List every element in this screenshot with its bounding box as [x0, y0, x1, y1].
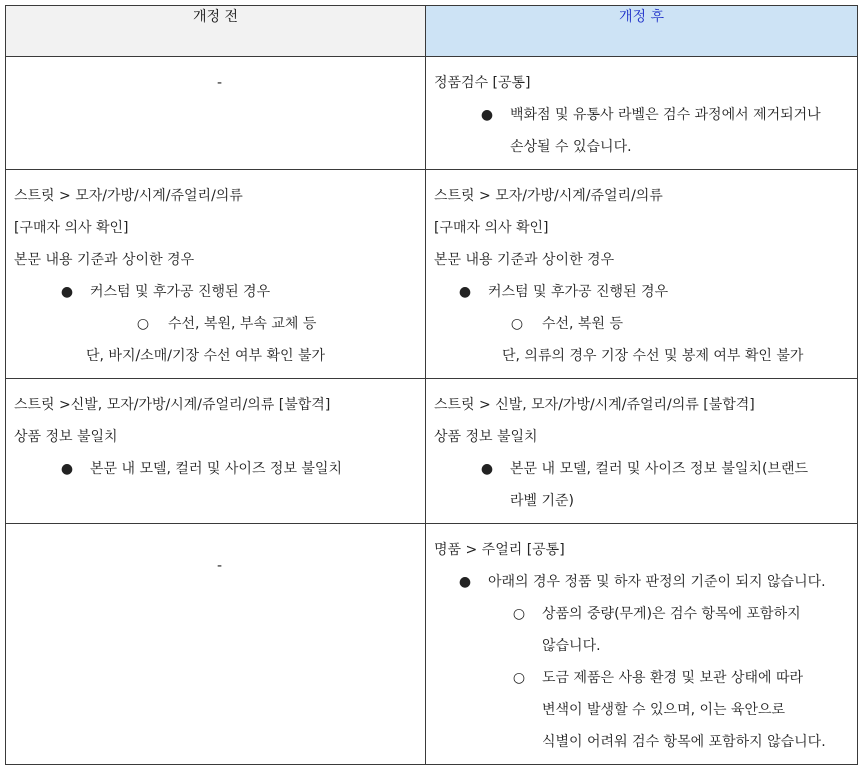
condition-text: 본문 내용 기준과 상이한 경우 [14, 252, 195, 268]
table-row [6, 524, 858, 765]
table-header-row [6, 6, 858, 57]
sub-bullet-text: 수선, 복원 등 [542, 316, 623, 332]
bullet-text: 본문 내 모델, 컬러 및 사이즈 정보 불일치 [90, 461, 342, 477]
sub-bullet-marker: ○ [512, 670, 526, 686]
empty-dash: - [216, 558, 223, 574]
bullet-text-continued: 손상될 수 있습니다. [510, 139, 632, 155]
table-row [6, 170, 858, 379]
before-cell [6, 524, 426, 765]
table-row [6, 57, 858, 170]
sub-bullet-text-continued: 식별이 어려워 검수 항목에 포함하지 않습니다. [542, 734, 826, 750]
sub-bullet-marker: ○ [510, 316, 524, 332]
category-path: 스트릿 >신발, 모자/가방/시계/쥬얼리/의류 [불합격] [14, 397, 331, 413]
sub-bullet-text-continued: 변색이 발생할 수 있으며, 이는 육안으로 [542, 702, 786, 718]
sub-bullet-item [426, 598, 857, 630]
bullet-item [426, 276, 857, 308]
after-cell [426, 379, 858, 524]
bullet-text: 아래의 경우 정품 및 하자 판정의 기준이 되지 않습니다. [488, 574, 826, 590]
revision-comparison-table [5, 5, 858, 765]
sub-bullet-item [426, 308, 857, 340]
sub-bullet-text: 도금 제품은 사용 환경 및 보관 상태에 따라 [542, 670, 804, 686]
header-before: 개정 전 [6, 6, 426, 57]
bullet-item [6, 453, 425, 485]
bullet-text: 커스텀 및 후가공 진행된 경우 [488, 284, 669, 300]
category-path: 스트릿 > 신발, 모자/가방/시계/쥬얼리/의류 [불합격] [434, 397, 755, 413]
after-cell [426, 170, 858, 379]
sub-bullet-marker: ○ [512, 606, 526, 622]
bullet-text-continued: 라벨 기준) [510, 493, 575, 509]
bullet-marker: ● [458, 284, 472, 300]
bullet-item [426, 566, 857, 598]
section-label: 상품 정보 불일치 [14, 429, 118, 445]
bullet-item [6, 276, 425, 308]
section-label: 상품 정보 불일치 [434, 429, 538, 445]
bullet-text: 본문 내 모델, 컬러 및 사이즈 정보 불일치(브랜드 [510, 461, 809, 477]
bullet-marker: ● [458, 574, 472, 590]
empty-dash: - [216, 75, 223, 91]
sub-bullet-item [6, 308, 425, 340]
bullet-text: 커스텀 및 후가공 진행된 경우 [90, 284, 271, 300]
bullet-marker: ● [60, 461, 74, 477]
section-label: [구매자 의사 확인] [14, 220, 129, 236]
table-row [6, 379, 858, 524]
sub-bullet-text-continued: 않습니다. [542, 638, 601, 654]
section-title: 명품 > 주얼리 [공통] [434, 542, 565, 558]
bullet-item [426, 453, 857, 485]
note-text: 단, 의류의 경우 기장 수선 및 봉제 여부 확인 불가 [502, 348, 804, 364]
sub-bullet-text: 상품의 중량(무게)은 검수 항목에 포함하지 [542, 606, 801, 622]
sub-bullet-text: 수선, 복원, 부속 교체 등 [168, 316, 317, 332]
bullet-marker: ● [60, 284, 74, 300]
section-title: 정품검수 [공통] [434, 75, 531, 91]
category-path: 스트릿 > 모자/가방/시계/쥬얼리/의류 [434, 188, 663, 204]
before-cell [6, 379, 426, 524]
section-label: [구매자 의사 확인] [434, 220, 549, 236]
before-cell [6, 57, 426, 170]
sub-bullet-marker: ○ [136, 316, 150, 332]
after-cell [426, 524, 858, 765]
after-cell [426, 57, 858, 170]
bullet-marker: ● [480, 461, 494, 477]
condition-text: 본문 내용 기준과 상이한 경우 [434, 252, 615, 268]
bullet-item [426, 99, 857, 131]
bullet-marker: ● [480, 107, 494, 123]
note-text: 단, 바지/소매/기장 수선 여부 확인 불가 [86, 348, 325, 364]
sub-bullet-item [426, 662, 857, 694]
before-cell [6, 170, 426, 379]
header-after: 개정 후 [426, 6, 858, 57]
bullet-text: 백화점 및 유통사 라벨은 검수 과정에서 제거되거나 [510, 107, 821, 123]
category-path: 스트릿 > 모자/가방/시계/쥬얼리/의류 [14, 188, 243, 204]
